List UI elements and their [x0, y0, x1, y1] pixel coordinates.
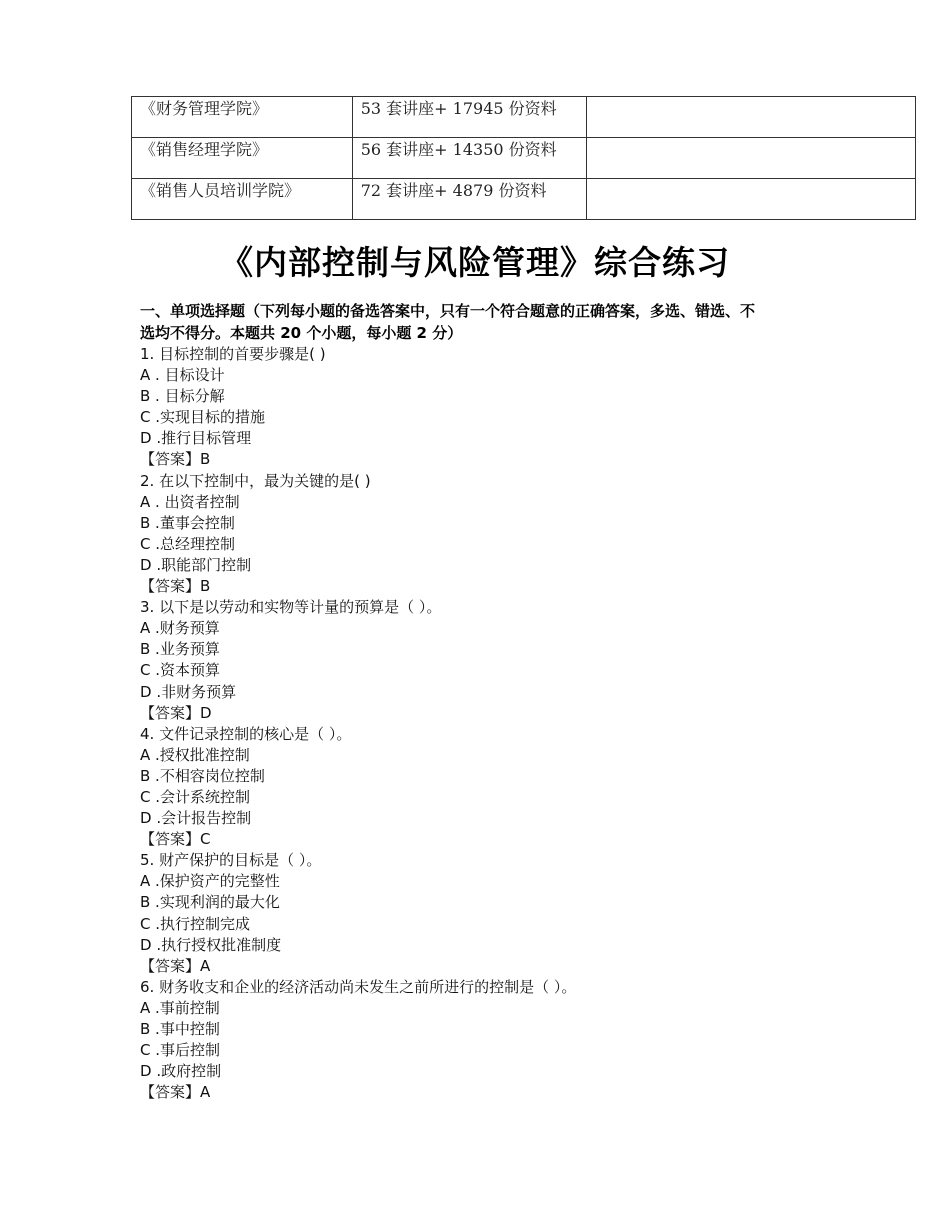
- question-block: [140, 471, 820, 598]
- answer-option: B .实现利润的最大化: [140, 893, 280, 912]
- answer-option: D .政府控制: [140, 1062, 222, 1081]
- answer-option: B .不相容岗位控制: [140, 766, 265, 785]
- answer-key: 【答案】A: [140, 1083, 211, 1102]
- answer-option: C .资本预算: [140, 661, 221, 680]
- table-cell-content: 53 套讲座+ 17945 份资料: [352, 97, 587, 138]
- question-block: [140, 724, 820, 851]
- question-block: [140, 597, 820, 724]
- answer-option: B .董事会控制: [140, 513, 235, 532]
- answer-option: C .总经理控制: [140, 534, 236, 553]
- answer-option: C .实现目标的措施: [140, 408, 266, 427]
- answer-option: A . 出资者控制: [140, 492, 240, 511]
- question-stem: 3. 以下是以劳动和实物等计量的预算是（ ）。: [140, 598, 442, 617]
- table-cell-name: 《销售经理学院》: [132, 138, 353, 179]
- table-cell-note: [587, 138, 916, 179]
- question-stem: 1. 目标控制的首要步骤是( ): [140, 345, 326, 363]
- answer-key: 【答案】B: [140, 450, 211, 469]
- answer-key: 【答案】B: [140, 577, 211, 596]
- answer-option: A .授权批准控制: [140, 745, 250, 764]
- answer-option: A .事前控制: [140, 998, 220, 1017]
- question-stem: 4. 文件记录控制的核心是（ ）。: [140, 724, 352, 743]
- answer-key: 【答案】A: [140, 956, 211, 975]
- table-cell-note: [587, 179, 916, 220]
- section-heading-line: 选均不得分。本题共 20 个小题，每小题 2 分）: [140, 324, 463, 342]
- table-row: [132, 97, 916, 138]
- table-cell-name: 《财务管理学院》: [132, 97, 353, 138]
- answer-option: A .保护资产的完整性: [140, 872, 280, 891]
- question-stem: 2. 在以下控制中，最为关键的是( ): [140, 471, 371, 490]
- section-heading-line: 一、单项选择题（下列每小题的备选答案中，只有一个符合题意的正确答案，多选、错选、不: [140, 302, 756, 320]
- answer-option: B . 目标分解: [140, 387, 225, 406]
- answer-option: D .职能部门控制: [140, 555, 252, 574]
- answer-option: D .会计报告控制: [140, 809, 252, 828]
- exercise-content: [140, 300, 820, 1103]
- answer-option: B .事中控制: [140, 1020, 220, 1038]
- table-row: [132, 179, 916, 220]
- table-cell-note: [587, 97, 916, 138]
- answer-option: C .事后控制: [140, 1041, 221, 1060]
- question-stem: 6. 财务收支和企业的经济活动尚未发生之前所进行的控制是（ ）。: [140, 977, 577, 996]
- question-block: [140, 850, 820, 977]
- question-stem: 5. 财产保护的目标是（ ）。: [140, 851, 322, 870]
- answer-option: C .执行控制完成: [140, 914, 251, 933]
- table-cell-content: 72 套讲座+ 4879 份资料: [352, 179, 587, 220]
- table-row: [132, 138, 916, 179]
- answer-key: 【答案】C: [140, 830, 211, 849]
- answer-option: A .财务预算: [140, 619, 220, 638]
- question-block: [140, 977, 820, 1104]
- answer-option: C .会计系统控制: [140, 787, 251, 806]
- answer-option: D .推行目标管理: [140, 429, 252, 448]
- table-cell-name: 《销售人员培训学院》: [132, 179, 353, 220]
- answer-option: A . 目标设计: [140, 366, 225, 385]
- answer-option: D .执行授权批准制度: [140, 935, 282, 954]
- table-cell-content: 56 套讲座+ 14350 份资料: [352, 138, 587, 179]
- question-block: [140, 344, 820, 471]
- answer-option: D .非财务预算: [140, 682, 237, 701]
- answer-option: B .业务预算: [140, 640, 220, 659]
- document-title: 《内部控制与风险管理》综合练习: [220, 243, 730, 282]
- answer-key: 【答案】D: [140, 703, 212, 722]
- promo-table: [131, 96, 916, 220]
